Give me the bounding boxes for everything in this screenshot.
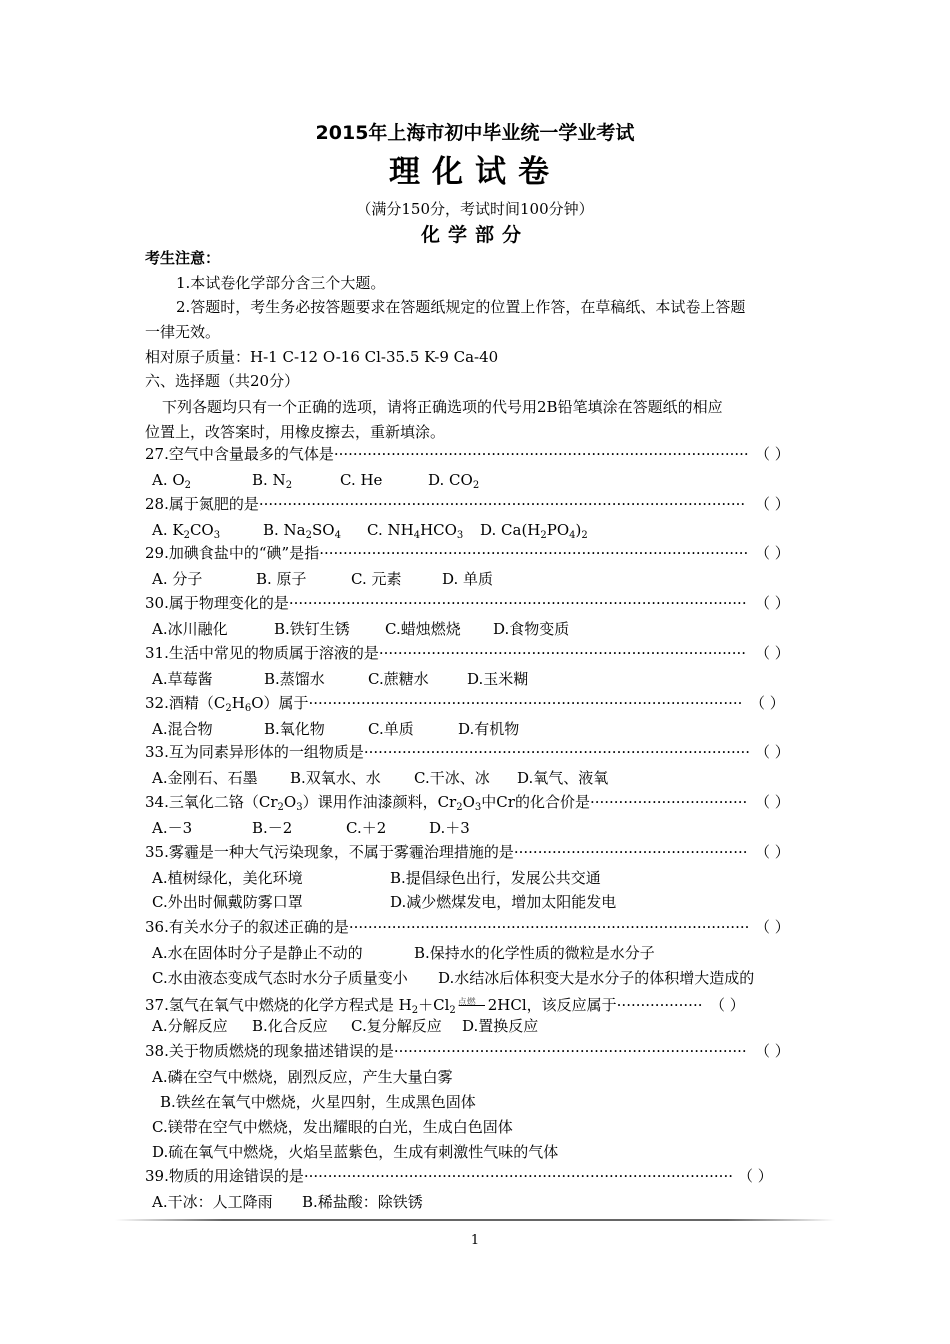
answer-paren-30: （ ） bbox=[755, 594, 790, 612]
option-29c: C. 元素 bbox=[351, 570, 402, 588]
answer-paren-37: （ ） bbox=[710, 996, 745, 1014]
option-34d: D.＋3 bbox=[429, 819, 470, 837]
option-30b: B.铁钉生锈 bbox=[274, 620, 350, 638]
option-32a: A.混合物 bbox=[152, 720, 213, 738]
option-33a: A.金刚石、石墨 bbox=[152, 769, 258, 787]
part6-instruction-cont: 位置上，改答案时，用橡皮擦去，重新填涂。 bbox=[145, 423, 446, 441]
question-39: 39.物质的用途错误的是·························································································· bbox=[145, 1167, 733, 1185]
paper-title: 理化试卷 bbox=[389, 154, 561, 190]
option-34a: A.－3 bbox=[152, 819, 193, 837]
notice-heading: 考生注意： bbox=[145, 249, 221, 267]
option-33b: B.双氧水、水 bbox=[290, 769, 381, 787]
atomic-masses: 相对原子质量：H-1 C-12 O-16 Cl-35.5 K-9 Ca-40 bbox=[145, 348, 499, 366]
question-38: 38.关于物质燃烧的现象描述错误的是·········································································· bbox=[145, 1042, 747, 1060]
question-37: 37.氢气在氧气中燃烧的化学方程式是 $H_2+Cl_2$ 点燃 2HCl，该反应属于·················· bbox=[145, 996, 703, 1016]
option-38b: B.铁丝在氧气中燃烧，火星四射，生成黑色固体 bbox=[160, 1093, 476, 1111]
answer-paren-38: （ ） bbox=[755, 1042, 790, 1060]
option-28d: D. $Ca(H_2PO_4)_2$ bbox=[480, 521, 588, 541]
option-32b: B.氧化物 bbox=[264, 720, 325, 738]
answer-paren-33: （ ） bbox=[755, 743, 790, 761]
option-38a: A.磷在空气中燃烧，剧烈反应，产生大量白雾 bbox=[152, 1068, 453, 1086]
option-32c: C.单质 bbox=[368, 720, 414, 738]
question-27: 27.空气中含量最多的气体是······················································································· bbox=[145, 445, 749, 463]
option-39b: B.稀盐酸：除铁锈 bbox=[302, 1193, 423, 1211]
option-37c: C.复分解反应 bbox=[351, 1017, 442, 1035]
part6-heading: 六、选择题（共20分） bbox=[145, 372, 300, 390]
notice-item-1: 1.本试卷化学部分含三个大题。 bbox=[176, 274, 386, 292]
question-36: 36.有关水分子的叙述正确的是···················································································· bbox=[145, 918, 750, 936]
time-note: （满分150分，考试时间100分钟） bbox=[356, 200, 594, 218]
option-35c: C.外出时佩戴防雾口罩 bbox=[152, 893, 303, 911]
footer-divider bbox=[115, 1219, 835, 1221]
page-number: 1 bbox=[470, 1233, 480, 1248]
answer-paren-35: （ ） bbox=[755, 843, 790, 861]
question-29: 29.加碘食盐中的“碘”是指·························································································· bbox=[145, 544, 749, 562]
option-31c: C.蔗糖水 bbox=[368, 670, 429, 688]
section-title: 化学部分 bbox=[420, 224, 529, 246]
answer-paren-36: （ ） bbox=[755, 918, 790, 936]
option-29d: D. 单质 bbox=[442, 570, 494, 588]
option-36b: B.保持水的化学性质的微粒是水分子 bbox=[414, 944, 655, 962]
exam-title: 2015年上海市初中毕业统一学业考试 bbox=[315, 122, 635, 144]
option-37a: A.分解反应 bbox=[152, 1017, 228, 1035]
option-36a: A.水在固体时分子是静止不动的 bbox=[152, 944, 363, 962]
option-28b: B. $Na_2SO_4$ bbox=[263, 521, 341, 541]
option-27c: C. He bbox=[340, 471, 383, 489]
answer-paren-34: （ ） bbox=[755, 793, 790, 811]
option-31b: B.蒸馏水 bbox=[264, 670, 325, 688]
option-35a: A.植树绿化，美化环境 bbox=[152, 869, 303, 887]
option-30d: D.食物变质 bbox=[493, 620, 570, 638]
option-30a: A.冰川融化 bbox=[152, 620, 228, 638]
option-34b: B.－2 bbox=[252, 819, 293, 837]
part6-instruction: 下列各题均只有一个正确的选项，请将正确选项的代号用2B铅笔填涂在答题纸的相应 bbox=[162, 398, 723, 416]
option-37b: B.化合反应 bbox=[252, 1017, 328, 1035]
option-28a: A. $K_2CO_3$ bbox=[152, 521, 221, 541]
option-36c: C.水由液态变成气态时水分子质量变小 bbox=[152, 969, 408, 987]
option-27d: D. $CO_2$ bbox=[428, 471, 480, 491]
option-32d: D.有机物 bbox=[458, 720, 520, 738]
option-37d: D.置换反应 bbox=[462, 1017, 539, 1035]
answer-paren-39: （ ） bbox=[738, 1167, 773, 1185]
answer-paren-31: （ ） bbox=[755, 644, 790, 662]
question-31: 31.生活中常见的物质属于溶液的是············································································· bbox=[145, 644, 747, 662]
answer-paren-27: （ ） bbox=[755, 445, 790, 463]
option-35b: B.提倡绿色出行，发展公共交通 bbox=[390, 869, 601, 887]
question-32: 32.酒精$(C_2H_6O)$属于··························································································· bbox=[145, 694, 743, 714]
option-29a: A. 分子 bbox=[152, 570, 203, 588]
option-31d: D.玉米糊 bbox=[467, 670, 529, 688]
option-36d: D.水结冰后体积变大是水分子的体积增大造成的 bbox=[438, 969, 755, 987]
option-33c: C.干冰、冰 bbox=[414, 769, 490, 787]
option-34c: C.＋2 bbox=[346, 819, 387, 837]
question-34: 34.三氧化二铬$(Cr_2O_3)$课用作油漆颜料，$Cr_2O_3$中Cr的化合价是································· bbox=[145, 793, 748, 813]
option-39a: A.干冰：人工降雨 bbox=[152, 1193, 273, 1211]
option-38d: D.硫在氧气中燃烧，火焰呈蓝紫色，生成有刺激性气味的气体 bbox=[152, 1143, 559, 1161]
question-33: 33.互为同素异形体的一组物质是················································································· bbox=[145, 743, 751, 761]
option-35d: D.减少燃煤发电，增加太阳能发电 bbox=[390, 893, 617, 911]
option-33d: D.氧气、液氧 bbox=[517, 769, 609, 787]
option-27a: A. $O_2$ bbox=[152, 471, 192, 491]
option-28c: C. $NH_4HCO_3$ bbox=[367, 521, 464, 541]
notice-item-2: 2.答题时，考生务必按答题要求在答题纸规定的位置上作答，在草稿纸、本试卷上答题 bbox=[176, 298, 746, 316]
option-27b: B. $N_2$ bbox=[252, 471, 293, 491]
question-30: 30.属于物理变化的是································································································ bbox=[145, 594, 747, 612]
option-30c: C.蜡烛燃烧 bbox=[385, 620, 461, 638]
option-29b: B. 原子 bbox=[256, 570, 307, 588]
answer-paren-28: （ ） bbox=[755, 495, 790, 513]
notice-item-2-cont: 一律无效。 bbox=[145, 323, 221, 341]
option-38c: C.镁带在空气中燃烧，发出耀眼的白光，生成白色固体 bbox=[152, 1118, 513, 1136]
question-28: 28.属于氮肥的是······································································································ bbox=[145, 495, 746, 513]
reaction-arrow: 点燃 bbox=[456, 995, 488, 1015]
answer-paren-32: （ ） bbox=[750, 694, 785, 712]
question-35: 35.雾霾是一种大气污染现象，不属于雾霾治理措施的是················································· bbox=[145, 843, 748, 861]
option-31a: A.草莓酱 bbox=[152, 670, 213, 688]
answer-paren-29: （ ） bbox=[755, 544, 790, 562]
